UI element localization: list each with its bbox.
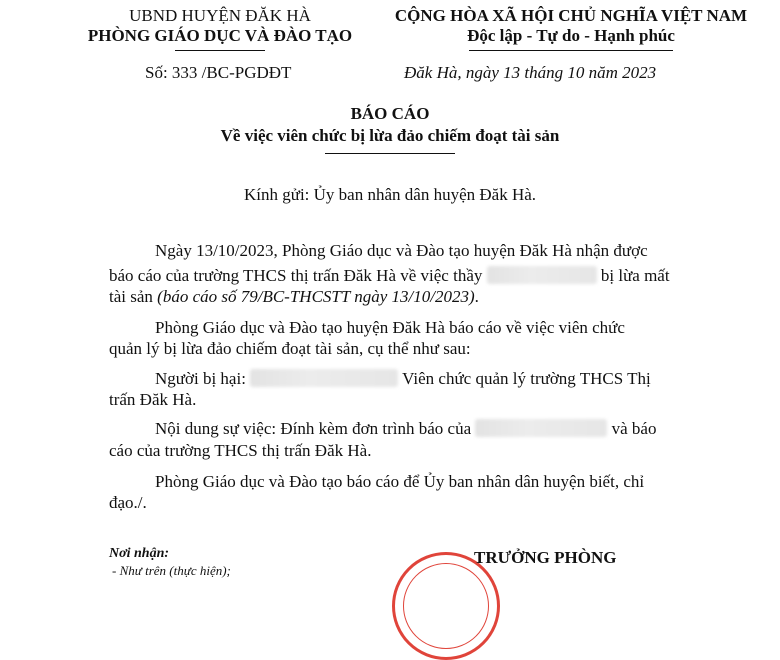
redacted-victim-name — [250, 369, 398, 387]
document-number: Số: 333 /BC-PGDĐT — [145, 63, 292, 82]
paragraph-1-line-3 — [109, 286, 479, 308]
incident-label: Nội dung sự việc: Đính kèm đơn trình báo của — [155, 419, 472, 438]
official-seal-inner-ring — [403, 563, 489, 649]
department-name: PHÒNG GIÁO DỤC VÀ ĐÀO TẠO — [87, 26, 353, 45]
signer-title: TRƯỞNG PHÒNG — [474, 548, 617, 567]
paragraph-1-line-3-start: tài sản — [109, 287, 153, 306]
agency-name: UBND HUYỆN ĐĂK HÀ — [129, 6, 311, 25]
official-seal — [392, 552, 500, 660]
redacted-complainant-name — [475, 419, 607, 437]
paragraph-3-line-2: trấn Đăk Hà. — [109, 390, 197, 409]
paragraph-5-line-2: đạo./. — [109, 493, 147, 512]
nation-title: CỘNG HÒA XÃ HỘI CHỦ NGHĨA VIỆT NAM — [394, 6, 748, 25]
paragraph-1-line-2-start: báo cáo của trường THCS thị trấn Đăk Hà về việc thầy — [109, 266, 483, 285]
motto-underline — [469, 50, 673, 51]
paragraph-1-line-3-end: . — [474, 287, 479, 306]
national-motto: Độc lập - Tự do - Hạnh phúc — [467, 26, 675, 45]
paragraph-1-line-2 — [109, 265, 670, 287]
incident-line-end: và báo — [611, 419, 657, 438]
paragraph-2-line-1: Phòng Giáo dục và Đào tạo huyện Đăk Hà báo cáo về việc viên chức — [155, 318, 625, 337]
recipients-first-item: - Như trên (thực hiện); — [112, 563, 231, 578]
paragraph-2-line-2: quản lý bị lừa đảo chiếm đoạt tài sản, cụ thể như sau: — [109, 339, 471, 358]
document-title: BÁO CÁO — [350, 104, 430, 123]
subtitle-underline — [325, 153, 455, 154]
place-and-date: Đăk Hà, ngày 13 tháng 10 năm 2023 — [404, 63, 657, 82]
redacted-name — [487, 266, 597, 284]
report-reference: (báo cáo số 79/BC-THCSTT ngày 13/10/2023) — [157, 287, 475, 306]
paragraph-4-line-2: cáo của trường THCS thị trấn Đăk Hà. — [109, 441, 372, 460]
paragraph-4-line-1 — [155, 418, 656, 440]
paragraph-1-line-2-end: bị lừa mất — [600, 266, 670, 285]
department-underline — [175, 50, 265, 51]
paragraph-3-line-1 — [155, 368, 651, 390]
paragraph-5-line-1: Phòng Giáo dục và Đào tạo báo cáo để Ủy ban nhân dân huyện biết, chỉ — [155, 472, 645, 491]
victim-label: Người bị hại: — [155, 369, 246, 388]
document-subtitle: Về việc viên chức bị lừa đảo chiếm đoạt tài sản — [220, 126, 560, 145]
paragraph-1-line-1: Ngày 13/10/2023, Phòng Giáo dục và Đào tạo huyện Đăk Hà nhận được — [155, 241, 648, 260]
recipients-label: Nơi nhận: — [109, 546, 170, 561]
recipient-line: Kính gửi: Ủy ban nhân dân huyện Đăk Hà. — [244, 185, 537, 204]
victim-role: Viên chức quản lý trường THCS Thị — [402, 369, 651, 388]
